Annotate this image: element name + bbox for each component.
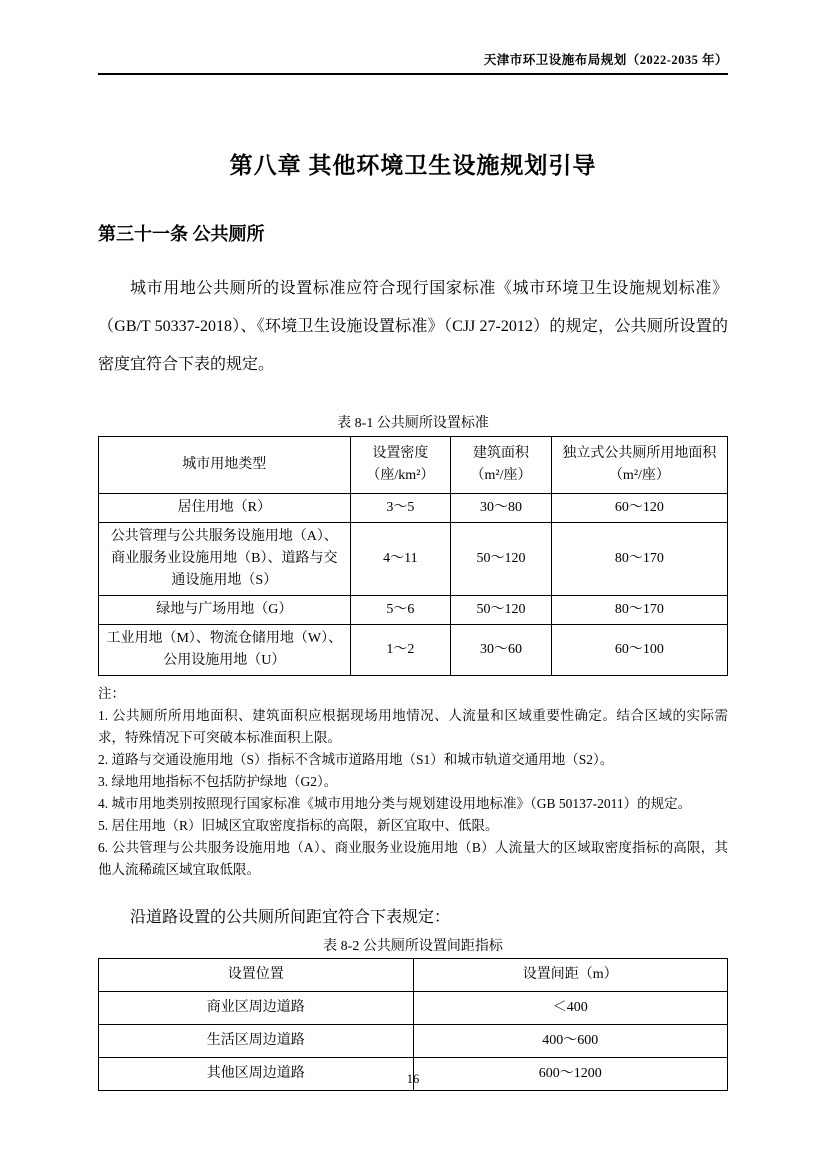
table1-caption: 表 8-1 公共厕所设置标准 xyxy=(337,416,489,431)
table-cell: 30～80 xyxy=(451,494,552,523)
table-cell: 50～120 xyxy=(451,596,552,625)
notes-label: 注： xyxy=(98,686,125,701)
table1-header-cell: 独立式公共厕所用地面积（m²/座） xyxy=(551,437,727,494)
table-cell: 居住用地（R） xyxy=(99,494,351,523)
chapter-title: 第八章 其他环境卫生设施规划引导 xyxy=(229,153,597,178)
note-item: 6. 公共管理与公共服务设施用地（A）、商业服务业设施用地（B）人流量大的区域取密度指标的高限，其他人流稀疏区域宜取低限。 xyxy=(98,840,728,877)
table1-header-cell: 城市用地类型 xyxy=(99,437,351,494)
table1-header-cell: 设置密度（座/km²） xyxy=(350,437,451,494)
table-cell: 400～600 xyxy=(413,1025,728,1058)
table-cell: 4～11 xyxy=(350,523,451,596)
table-8-1 xyxy=(98,436,728,676)
table-cell: 60～100 xyxy=(551,625,727,676)
table2-header-cell: 设置位置 xyxy=(99,959,414,992)
table-row xyxy=(99,596,728,625)
paragraph-spacing: 沿道路设置的公共厕所间距宜符合下表规定： xyxy=(130,909,451,926)
table2-caption: 表 8-2 公共厕所设置间距指标 xyxy=(323,939,503,954)
table-cell: 60～120 xyxy=(551,494,727,523)
table1-notes xyxy=(98,683,728,881)
table1-header-cell: 建筑面积（m²/座） xyxy=(451,437,552,494)
table-cell: ＜400 xyxy=(413,992,728,1025)
table2-header-cell: 设置间距（m） xyxy=(413,959,728,992)
note-item: 2. 道路与交通设施用地（S）指标不含城市道路用地（S1）和城市轨道交通用地（S2）。 xyxy=(98,752,614,767)
table1-header-row xyxy=(99,437,728,494)
note-item: 1. 公共厕所所用地面积、建筑面积应根据现场用地情况、人流量和区域重要性确定。结合区域的实际需求，特殊情况下可突破本标准面积上限。 xyxy=(98,708,728,745)
table-cell: 30～60 xyxy=(451,625,552,676)
table-cell: 3～5 xyxy=(350,494,451,523)
table-cell: 1～2 xyxy=(350,625,451,676)
table-cell: 600～1200 xyxy=(413,1058,728,1091)
table-row xyxy=(99,625,728,676)
note-item: 4. 城市用地类别按照现行国家标准《城市用地分类与规划建设用地标准》（GB 50137-2011）的规定。 xyxy=(98,796,692,811)
table-cell: 工业用地（M）、物流仓储用地（W）、公用设施用地（U） xyxy=(99,625,351,676)
table-cell: 80～170 xyxy=(551,523,727,596)
note-item: 3. 绿地用地指标不包括防护绿地（G2）。 xyxy=(98,774,338,789)
header-title: 天津市环卫设施布局规划（2022-2035 年） xyxy=(483,53,728,67)
paragraph-intro: 城市用地公共厕所的设置标准应符合现行国家标准《城市环境卫生设施规划标准》（GB/T 50337-2018）、《环境卫生设施设置标准》（CJJ 27-2012）的规定，公共厕所设置的密度宜符合下表的规定。 xyxy=(98,280,728,373)
table-cell: 其他区周边道路 xyxy=(99,1058,414,1091)
table-row xyxy=(99,494,728,523)
table-cell: 5～6 xyxy=(350,596,451,625)
table-cell: 商业区周边道路 xyxy=(99,992,414,1025)
note-item: 5. 居住用地（R）旧城区宜取密度指标的高限，新区宜取中、低限。 xyxy=(98,818,499,833)
table-cell: 绿地与广场用地（G） xyxy=(99,596,351,625)
table-cell: 生活区周边道路 xyxy=(99,1025,414,1058)
table-cell: 50～120 xyxy=(451,523,552,596)
table-cell: 公共管理与公共服务设施用地（A）、商业服务业设施用地（B）、道路与交通设施用地（S） xyxy=(99,523,351,596)
table2-header-row xyxy=(99,959,728,992)
section-title: 第三十一条 公共厕所 xyxy=(98,224,265,244)
table-row xyxy=(99,992,728,1025)
table-cell: 80～170 xyxy=(551,596,727,625)
table-row xyxy=(99,523,728,596)
page-header xyxy=(98,0,728,75)
page-number: 16 xyxy=(406,1072,420,1086)
table-row xyxy=(99,1025,728,1058)
